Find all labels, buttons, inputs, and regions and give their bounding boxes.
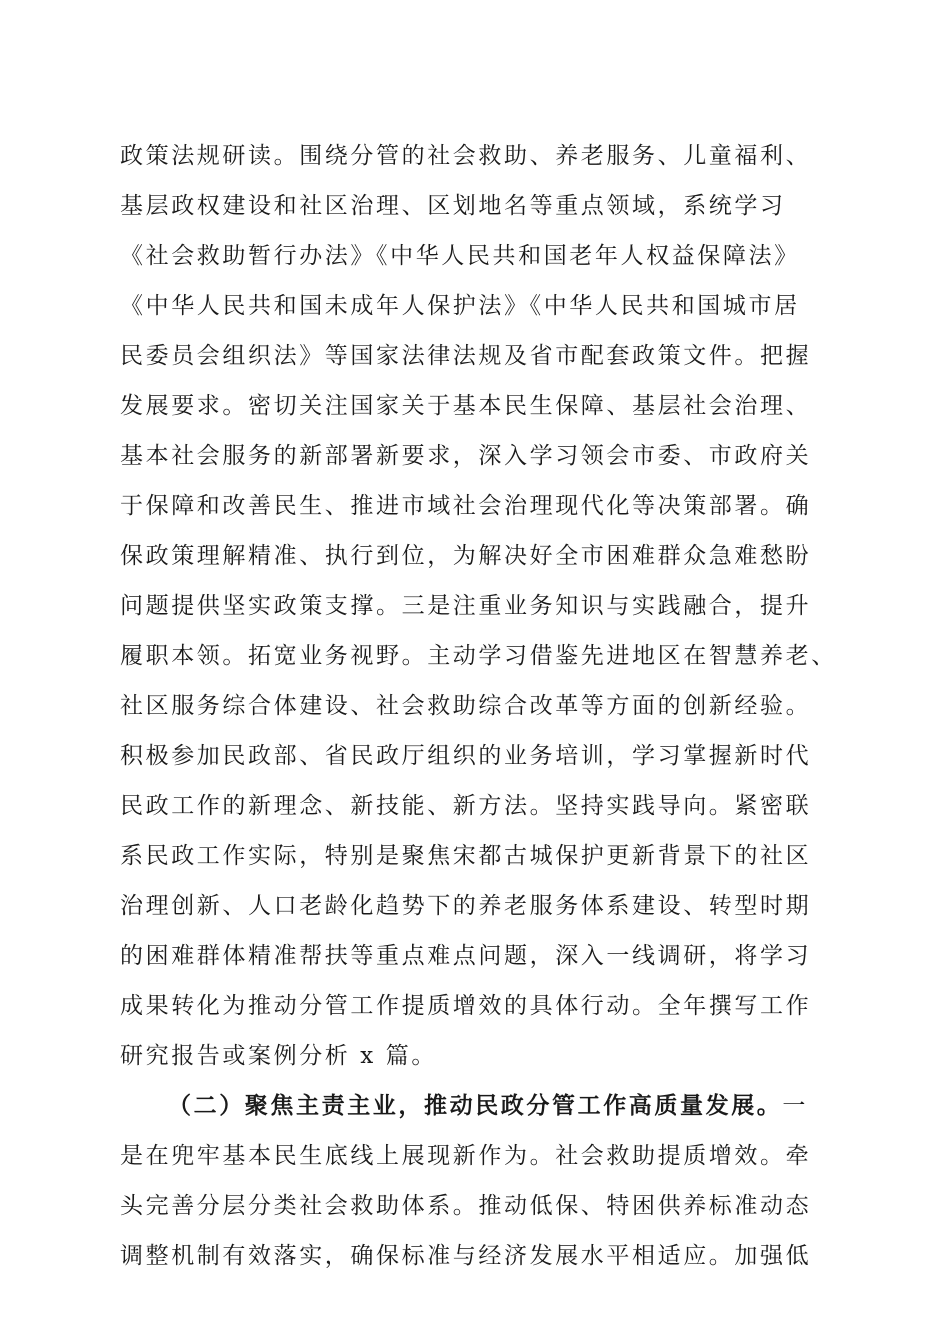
section-heading-line: [168, 1086, 820, 1126]
paragraph-line: 于保障和改善民生、推进市域社会治理现代化等决策部署。确: [120, 493, 812, 519]
paragraph-line: 是在兜牢基本民生底线上展现新作为。社会救助提质增效。牵: [120, 1143, 812, 1169]
paragraph-line: 问题提供坚实政策支撑。三是注重业务知识与实践融合，提升: [120, 593, 812, 619]
paragraph-line: 社区服务综合体建设、社会救助综合改革等方面的创新经验。: [120, 693, 812, 719]
paragraph-line: 政策法规研读。围绕分管的社会救助、养老服务、儿童福利、: [120, 143, 812, 169]
paragraph-line: 头完善分层分类社会救助体系。推动低保、特困供养标准动态: [120, 1193, 812, 1219]
section-heading: （二）聚焦主责主业，推动民政分管工作高质量发展。: [168, 1092, 783, 1119]
paragraph-line: 研究报告或案例分析 x 篇。: [120, 1043, 437, 1069]
paragraph-line: 基本社会服务的新部署新要求，深入学习领会市委、市政府关: [120, 443, 812, 469]
paragraph-line: 履职本领。拓宽业务视野。主动学习借鉴先进地区在智慧养老、: [120, 643, 837, 669]
paragraph-line: 系民政工作实际，特别是聚焦宋都古城保护更新背景下的社区: [120, 843, 812, 869]
paragraph-line: 调整机制有效落实，确保标准与经济发展水平相适应。加强低: [120, 1243, 812, 1269]
paragraph-line: 治理创新、人口老龄化趋势下的养老服务体系建设、转型时期: [120, 893, 812, 919]
paragraph-line: 民委员会组织法》等国家法律法规及省市配套政策文件。把握: [120, 343, 812, 369]
paragraph-line: 基层政权建设和社区治理、区划地名等重点领域，系统学习: [120, 193, 786, 219]
paragraph-line: 发展要求。密切关注国家关于基本民生保障、基层社会治理、: [120, 393, 812, 419]
paragraph-line: 成果转化为推动分管工作提质增效的具体行动。全年撰写工作: [120, 993, 812, 1019]
section-heading-tail: 一: [782, 1093, 809, 1119]
paragraph-line: 的困难群体精准帮扶等重点难点问题，深入一线调研，将学习: [120, 943, 812, 969]
paragraph-line: 民政工作的新理念、新技能、新方法。坚持实践导向。紧密联: [120, 793, 812, 819]
paragraph-line: 积极参加民政部、省民政厅组织的业务培训，学习掌握新时代: [120, 743, 812, 769]
paragraph-line: 《中华人民共和国未成年人保护法》《中华人民共和国城市居: [120, 293, 800, 319]
paragraph-line: 《社会救助暂行办法》《中华人民共和国老年人权益保障法》: [120, 243, 800, 269]
paragraph-line: 保政策理解精准、执行到位，为解决好全市困难群众急难愁盼: [120, 543, 812, 569]
